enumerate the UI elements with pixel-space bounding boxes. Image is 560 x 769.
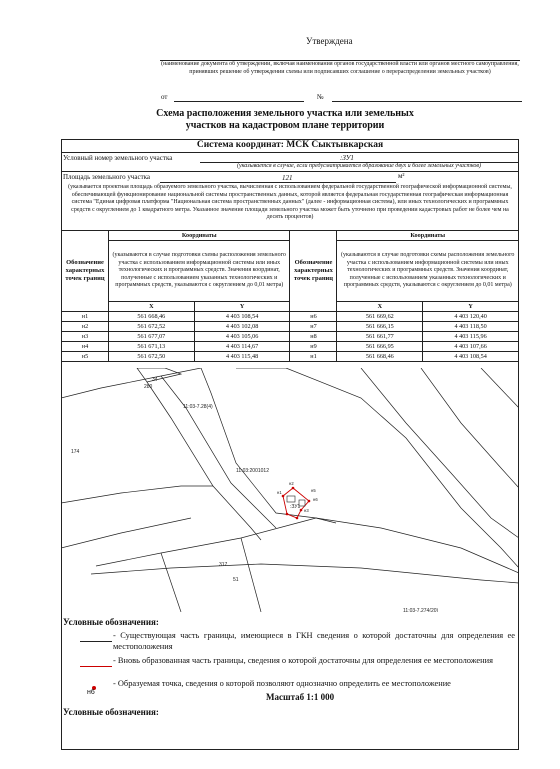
coord-x: 561 671,13 (109, 342, 195, 352)
cadastral-map (61, 368, 519, 612)
legend-item-point: - Образуемая точка, сведения о которой позволяют однозначно определить ее местоположение (113, 679, 451, 688)
point-id: н4 (62, 342, 109, 352)
number-label: № (317, 93, 324, 101)
area-line (160, 182, 396, 183)
point-id: н5 (62, 352, 109, 362)
scale-label: Масштаб 1:1 000 (266, 692, 335, 702)
coord-y: 4 403 114,67 (194, 342, 290, 352)
coord-x: 561 661,77 (337, 332, 423, 342)
y-header-right: Y (423, 302, 519, 312)
from-line (174, 101, 304, 102)
coord-y: 4 403 115,96 (423, 332, 519, 342)
table-row (62, 342, 519, 352)
map-label-parcel-top: 11:03-7.28(4) (183, 404, 213, 410)
coords-header-left: Координаты (109, 231, 290, 241)
legend-item-existing: - Существующая часть границы, имеющиеся в ГКН сведения о которой достаточны для определения ее местоположения (113, 631, 515, 651)
coord-x: 561 672,52 (109, 322, 195, 332)
conditional-number-label: Условный номер земельного участка (63, 154, 173, 162)
point-id: н1 (290, 352, 337, 362)
y-header-left: Y (194, 302, 290, 312)
coord-x: 561 677,07 (109, 332, 195, 342)
table-row (62, 352, 519, 362)
coord-x: 561 672,50 (109, 352, 195, 362)
area-value: 121 (282, 174, 293, 182)
map-point-label: н5 (311, 488, 316, 493)
map-label-51: 51 (233, 577, 239, 583)
approval-subtitle: (наименование документа об утверждении, включая наименования органов государственной власти или органов местного самоуправления, принявших решение об утверждении схемы или подписавших соглашение о перераспределении земельных участков) (161, 61, 519, 75)
legend-new-line (80, 666, 112, 667)
area-unit: м² (398, 172, 405, 180)
coord-y: 4 403 115,48 (194, 352, 290, 362)
coord-y: 4 403 108,54 (423, 352, 519, 362)
coord-system: Система координат: МСК Сыктывкарская (196, 140, 384, 150)
map-label-parcel-mid: 11:03:2001012 (236, 468, 269, 474)
legend-point-example: н6 (87, 689, 95, 696)
map-label-280: 280 (144, 384, 153, 390)
coord-y: 4 403 108,54 (194, 312, 290, 322)
map-point-label: н1 (277, 490, 282, 495)
coord-y: 4 403 118,50 (423, 322, 519, 332)
legend-existing-line (80, 641, 112, 642)
map-point-label: н2 (289, 481, 294, 486)
x-header-right: X (337, 302, 423, 312)
coords-note-left: (указываются в случае подготовки схемы расположения земельного участка с использованием информационной системы или иных технологических и программных средств. Значения координат, полученные с использованием указанных технологических и программных средств, указываются с округлением до 0,01 метра) (109, 241, 290, 302)
legend-title-2: Условные обозначения: (63, 707, 159, 717)
table-row (62, 322, 519, 332)
coord-y: 4 403 102,08 (194, 322, 290, 332)
map-label-174: 174 (71, 449, 80, 455)
point-col-header-left: Обозначение характерных точек границ (62, 231, 109, 312)
coord-x: 561 668,46 (109, 312, 195, 322)
from-label: от (161, 93, 168, 101)
coords-header-right: Координаты (337, 231, 519, 241)
coord-y: 4 403 120,40 (423, 312, 519, 322)
divider-1 (61, 152, 519, 153)
point-id: н6 (290, 312, 337, 322)
coord-x: 561 666,15 (337, 322, 423, 332)
point-id: н3 (62, 332, 109, 342)
conditional-note: (указывается в случае, если предусматривается образование двух и более земельных участков) (236, 163, 482, 169)
coordinates-table (61, 230, 519, 362)
map-label-zu1: :ЗУ1 (290, 504, 301, 510)
coords-note-right: (указываются в случае подготовки схемы расположения земельного участка с использованием информационной системы или иных технологических и программных средств. Значения координат, полученные с использованием указанных технологических и программных средств, указываются с округлением до 0,01 метра) (337, 241, 519, 302)
conditional-number: :ЗУ1 (340, 154, 354, 162)
coord-y: 4 403 105,06 (194, 332, 290, 342)
approval-title: Утверждена (306, 36, 353, 46)
coord-x: 561 669,62 (337, 312, 423, 322)
table-row (62, 332, 519, 342)
coord-x: 561 668,46 (337, 352, 423, 362)
point-id: н9 (290, 342, 337, 352)
point-id: н7 (290, 322, 337, 332)
table-row (62, 312, 519, 322)
point-id: н1 (62, 312, 109, 322)
legend-title: Условные обозначения: (63, 617, 159, 627)
map-point-label: н3 (304, 508, 309, 513)
legend-item-new: - Вновь образованная часть границы, сведения о которой достаточны для определения ее местоположения (113, 656, 493, 665)
document-title: Схема расположения земельного участка или земельных участков на кадастровом плане территории (156, 108, 414, 131)
map-label-317: 317 (219, 562, 228, 568)
map-label-parcel-br: 11:03-7.274(20) (403, 608, 439, 612)
point-col-header-right: Обозначение характерных точек границ (290, 231, 337, 312)
x-header-left: X (109, 302, 195, 312)
coord-y: 4 403 107,66 (423, 342, 519, 352)
area-note: (указывается проектная площадь образуемого земельного участка, вычисленная с использованием федеральной государственной географической информационной системы, обеспечивающей функционирование национальной системы пространственных данных, которой является федеральная государственная географическая информационная система "Единая цифровая платформа "Национальная система пространственных данных" (далее - информационная система), или иных технологических и программных средств с округлением до 1 квадратного метра. Указанное значение площади земельного участка может быть уточнено при проведении кадастровых работ не более чем на десять процентов) (68, 184, 512, 220)
point-id: н2 (62, 322, 109, 332)
number-line (332, 101, 522, 102)
coord-x: 561 666,95 (337, 342, 423, 352)
divider-2 (61, 171, 519, 172)
area-label: Площадь земельного участка (63, 173, 151, 181)
point-id: н8 (290, 332, 337, 342)
map-point-label: н6 (313, 497, 318, 502)
map-label-34: 34 (152, 377, 158, 383)
